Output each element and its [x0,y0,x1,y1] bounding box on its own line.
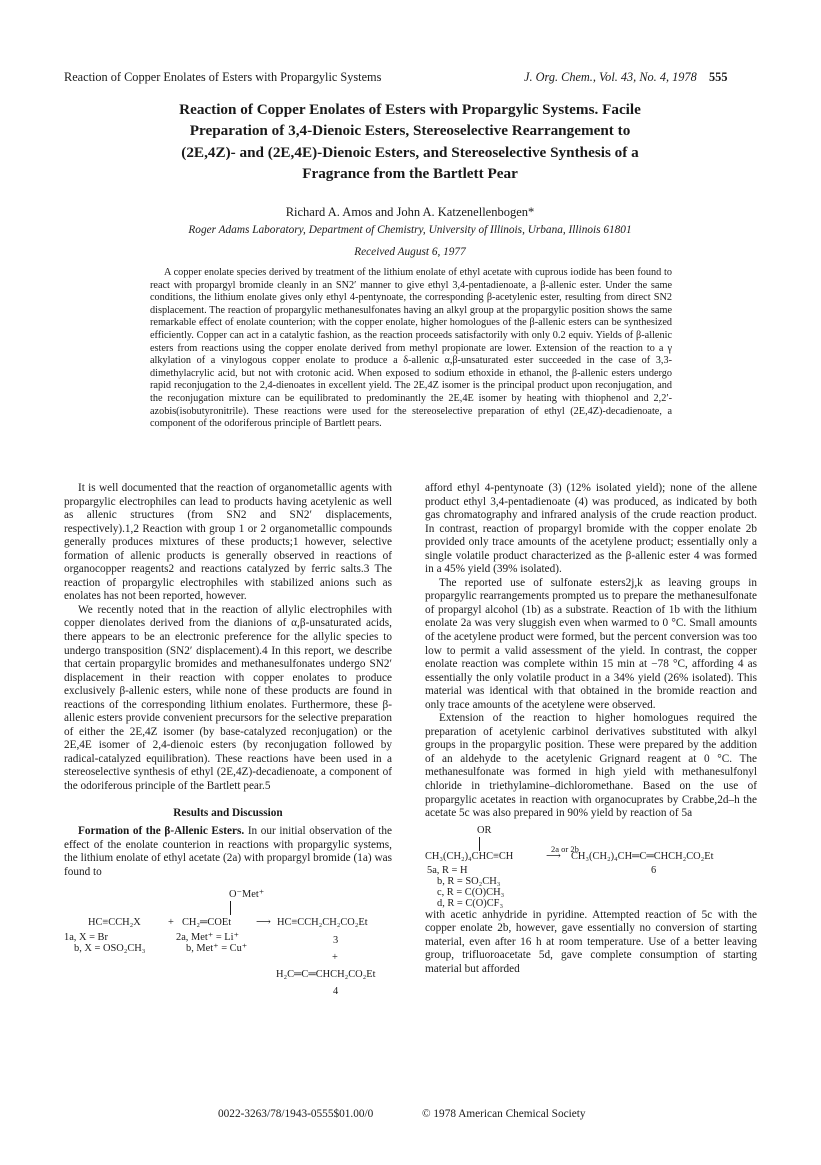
reaction-arrow: ⟶ [256,917,271,929]
reactant-2a: 2a, Met⁺ = Li⁺ [176,932,239,944]
reactant-2b: b, Met⁺ = Cu⁺ [186,943,248,955]
reactant-5b: b, R = SO₂CH₃ [437,875,501,887]
reaction-scheme-1 [64,889,392,1007]
reactant-1b: b, X = OSO₂CH₃ [74,943,146,955]
or-substituent: OR [477,824,492,836]
section-heading: Results and Discussion [173,806,283,819]
copyright: © 1978 American Chemical Society [422,1108,586,1120]
paragraph: It is well documented that the reaction of organometallic agents with propargylic electrophiles can lead to products having acetylenic as well as allenic structures (from SN2 and SN2′ displacements, respectively).1,2 Reaction with group 1 or 2 organometallic compounds generally produces mixtures of these products;1 however, selective formation of allenic products is generally observed in reactions of organocopper reagents2 and reactions catalyzed by ferric salts.3 The reaction of propargylic electrophiles with stabilized anions such as enolates has not been reported, however. [64,482,392,603]
received-date: Received August 6, 1977 [354,246,466,258]
paragraph: afford ethyl 4-pentynoate (3) (12% isolated yield); none of the allene product ethyl 3,4-pentadienoate (4) was produced, as indicated by both gas chromatography and infrared analysis of the crude reaction product. In contrast, reaction of propargyl bromide with the copper enolate 2b provided only trace amounts of the acetylene product; essentially only a single volatile product characterized as the β-allenic ester 4 was formed in a 45% yield (39% isolated). [425,482,757,576]
reactant-1a: 1a, X = Br [64,932,108,944]
reactant-2: CH₂═COEt [182,917,232,929]
title-line: Fragrance from the Bartlett Pear [302,164,518,182]
reactant-1: HC≡CCH₂X [88,917,141,929]
authors: Richard A. Amos and John A. Katzenellenbogen* [285,205,535,219]
page-number: 555 [709,70,728,84]
plus-sign-2: + [332,952,338,964]
journal-name: J. Org. Chem., Vol. 43, No. 4, 1978 [524,70,697,84]
product-4: H₂C═C═CHCH₂CO₂Et [276,969,376,981]
paragraph: The reported use of sulfonate esters2j,k as leaving groups in propargylic rearrangements prompted us to prepare the methanesulfonate of propargyl alcohol (1b) as a substrate. Reaction of 1b with the lithium enolate 2a was very sluggish even when warmed to 0 °C. Small amounts of the acetylene product were formed, but the percent conversion was too low to permit a valid assessment of the yield. In contrast, the copper enolate reaction was complete within 15 min at −78 °C, affording 4 as essentially the only volatile product in a 34% yield (26% isolated). This material was identical with that obtained in the bromide reaction and only trace amounts of the acetylene were observed. [425,576,757,711]
running-title: Reaction of Copper Enolates of Esters with Propargylic Systems [64,70,382,84]
abstract: A copper enolate species derived by treatment of the lithium enolate of ethyl acetate with cuprous iodide has been found to react with propargyl bromide cleanly in an SN2′ manner to give ethyl 3,4-pentadienoate, a β-allenic ester. Under the same conditions, the lithium enolate gives only ethyl 4-pentynoate, the corresponding β-acetylenic ester, resulting from direct SN2 displacement. The reaction of propargylic methanesulfonates having an alkyl group at the propargylic position shows the same remarkable effect of enolate counterion; with the copper enolate, higher homologues of the β-allenic esters can be synthesized efficiently. Copper can act in a catalytic fashion, as the reaction proceeds satisfactorily with only 0.2 equiv. Yields of β-allenic esters from reactions using the copper enolate derived from methyl propionate are lower. Extension of the reaction to a γ alkylation of a vinylogous copper enolate to produce a δ-allenic α,β-unsaturated ester succeeded in the case of 3,3-dimethylacrylic acid, but not with crotonic acid. When exposed to sodium ethoxide in ethanol, the β-allenic esters undergo rapid reconjugation to the 2,4-dienoates in excellent yield. The 2E,4Z isomer is the principal product upon reconjugation, and the reconjugation mixture can be equilibrated to predominantly the 2E,4E isomer by heating with thiophenol and 2,2′-azobis(isobutyronitrile). These reactions were used for the stereoselective preparation of ethyl (2E,4Z)-decadienoate, a component of the odoriferous principle of Bartlett pears. [150,267,672,430]
compound-label-4: 4 [333,986,339,998]
reaction-arrow: ⟶ [546,850,561,862]
bond-line [230,901,231,915]
affiliation: Roger Adams Laboratory, Department of Chemistry, University of Illinois, Urbana, Illinois 61801 [188,224,632,236]
reaction-scheme-2 [425,824,757,909]
product-3: HC≡CCH₂CH₂CO₂Et [277,917,368,929]
plus-sign: + [168,917,174,929]
title-line: Reaction of Copper Enolates of Esters with Propargylic Systems. Facile [179,101,641,118]
reactant-5c: c, R = C(O)CH₃ [437,886,505,898]
product-6: CH₃(CH₂)₄CH═C═CHCH₂CO₂Et [571,850,714,862]
compound-label-6: 6 [651,864,657,876]
article-code: 0022-3263/78/1943-0555$01.00/0 [218,1108,374,1120]
arrow-label: 2a or 2b [551,843,579,854]
reactant-5: CH₃(CH₂)₄CHC≡CH [425,850,514,862]
paragraph [64,825,392,879]
paragraph: Extension of the reaction to higher homologues required the preparation of acetylenic carbinol derivatives substituted with alkyl groups in the propargylic position. These were prepared by the addition of an aldehyde to the acetylenic Grignard reagent at 0 °C. The methanesulfonate was formed in high yield with methanesulfonyl chloride in triethylamine–dichloromethane. Based on the use of propargylic acetates in reaction with organocuprates by Crabbe,2d–h the acetate 5c was also prepared in 90% yield by reaction of 5a [425,712,757,820]
bond-line [479,837,480,851]
left-column [64,482,392,1007]
right-column [425,482,757,976]
subsection-heading: Formation of the β-Allenic Esters. [78,825,245,838]
reactant-5a: 5a, R = H [427,864,468,876]
compound-label-3: 3 [333,935,339,947]
paragraph: We recently noted that in the reaction of allylic electrophiles with copper dienolates derived from the dianions of α,β-unsaturated acids, there appears to be an electronic preference for the allylic species to undergo transposition (SN2′ displacement).4 In this report, we describe that certain propargylic bromides and methanesulfonates undergo SN2′ displacement in their reaction with copper enolates to produce exclusively β-allenic esters, while none of these products are found in reactions of the corresponding lithium enolates. Furthermore, these β-allenic esters provide convenient precursors for the selective preparation of either the 2E,4Z isomer (by base-catalyzed reconjugation) or the 2E,4E isomer of 2,4-dienoic esters (by reconjugation followed by radical-catalyzed equilibration). These reactions have been used in a stereoselective synthesis of ethyl (2E,4Z)-decadienoate, a component of the odoriferous principle of the Bartlett pear.5 [64,603,392,793]
paragraph-text: In our initial observation of the effect of the enolate counterion in reactions with propargylic systems, the lithium enolate of ethyl acetate (2a) with propargyl bromide (1a) was found to [64,825,392,878]
article-title [90,99,730,184]
title-line: (2E,4Z)- and (2E,4E)-Dienoic Esters, and Stereoselective Synthesis of a [181,143,639,161]
enolate-counterion: O⁻Met⁺ [229,889,265,901]
journal-citation [524,70,727,85]
title-line: Preparation of 3,4-Dienoic Esters, Stereoselective Rearrangement to [189,122,631,140]
reactant-5d: d, R = C(O)CF₃ [437,897,504,909]
paragraph: with acetic anhydride in pyridine. Attempted reaction of 5c with the copper enolate 2b, however, gave essentially no conversion of starting material, even after 16 h at room temperature. Use of a better leaving group, trifluoroacetate 5d, gave complete consumption of starting material but afforded [425,908,757,975]
